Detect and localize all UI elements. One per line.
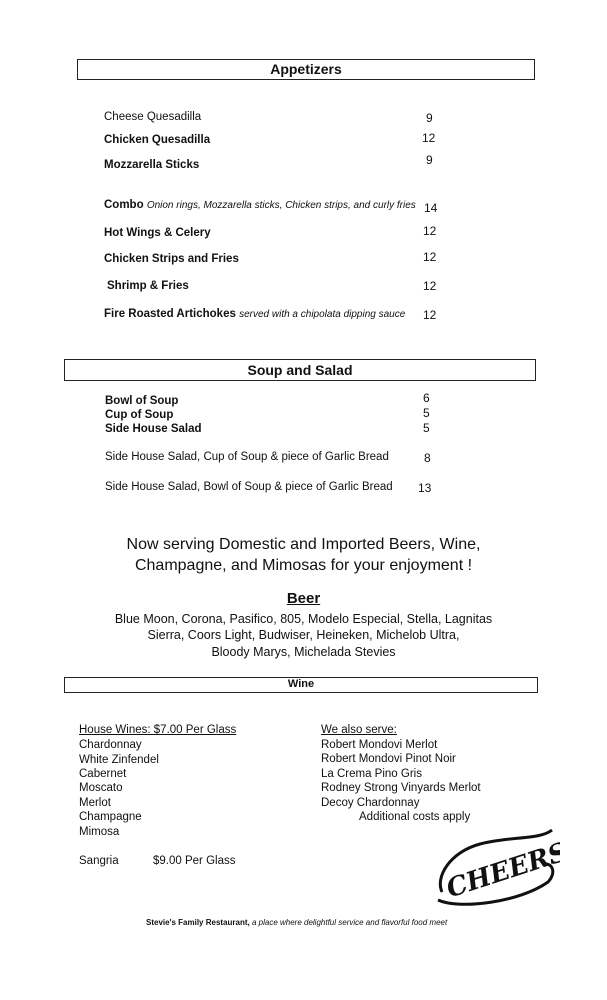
menu-item-name: Shrimp & Fries <box>107 280 189 292</box>
also-serve-item: Decoy Chardonnay <box>321 797 420 809</box>
menu-item-price: 14 <box>424 201 438 215</box>
menu-item-name: Chicken Quesadilla <box>104 134 211 146</box>
menu-item-price: 12 <box>423 308 437 322</box>
sangria-label: Sangria <box>79 855 119 867</box>
menu-item-price: 5 <box>423 406 430 420</box>
also-serve-item: La Crema Pino Gris <box>321 768 422 780</box>
menu-item-price: 6 <box>423 391 430 405</box>
menu-item-name: Bowl of Soup <box>105 395 179 407</box>
footer-tagline-text: a place where delightful service and flavorful food meet <box>251 918 448 927</box>
house-wine-item: Mimosa <box>79 826 120 838</box>
beer-list-line: Sierra, Coors Light, Budwiser, Heineken, Michelob Ultra, <box>147 628 460 642</box>
menu-item-name: Side House Salad <box>105 423 202 435</box>
menu-item-price: 12 <box>423 250 437 264</box>
house-wine-item: Moscato <box>79 782 123 794</box>
also-serve-item: Robert Mondovi Merlot <box>321 739 438 751</box>
menu-item-price: 9 <box>426 153 433 167</box>
house-wine-item: White Zinfendel <box>79 754 159 766</box>
cheers-logo <box>430 822 560 912</box>
footer-tagline <box>146 918 447 927</box>
house-wine-item: Chardonnay <box>79 739 142 751</box>
menu-item-desc: served with a chipolata dipping sauce <box>239 309 406 320</box>
house-wines-header: House Wines: $7.00 Per Glass <box>79 724 237 736</box>
sangria-price: $9.00 Per Glass <box>153 855 236 867</box>
menu-item-name: Mozzarella Sticks <box>104 159 200 171</box>
menu-item-name: Side House Salad, Bowl of Soup & piece of Garlic Bread <box>105 481 393 493</box>
house-wine-item: Merlot <box>79 797 111 809</box>
menu-item-price: 12 <box>423 224 437 238</box>
beer-list-line: Bloody Marys, Michelada Stevies <box>211 645 396 659</box>
menu-item-price: 12 <box>423 279 437 293</box>
menu-item-name: Hot Wings & Celery <box>104 227 211 239</box>
beer-title: Beer <box>286 590 321 607</box>
house-wine-item: Cabernet <box>79 768 127 780</box>
menu-item-name: Chicken Strips and Fries <box>104 253 239 265</box>
menu-item-name: Side House Salad, Cup of Soup & piece of Garlic Bread <box>105 451 389 463</box>
also-serve-item: Robert Mondovi Pinot Noir <box>321 753 456 765</box>
menu-item-price: 12 <box>422 131 436 145</box>
menu-item-desc: Onion rings, Mozzarella sticks, Chicken strips, and curly fries <box>146 200 416 211</box>
also-serve-item: Rodney Strong Vinyards Merlot <box>321 782 481 794</box>
menu-item-price: 9 <box>426 111 433 125</box>
menu-item-name: Combo <box>104 199 144 211</box>
menu-item-price: 5 <box>423 421 430 435</box>
promo-line-2: Champagne, and Mimosas for your enjoyment ! <box>134 557 473 574</box>
promo-line-1: Now serving Domestic and Imported Beers, Wine, <box>126 536 481 553</box>
house-wine-item: Champagne <box>79 811 142 823</box>
soup-salad-title: Soup and Salad <box>247 362 353 378</box>
menu-item-name: Cheese Quesadilla <box>104 111 202 123</box>
menu-item-artichokes <box>104 308 405 320</box>
menu-item-price: 13 <box>418 481 432 495</box>
additional-costs-note: Additional costs apply <box>359 811 471 823</box>
beer-list-line: Blue Moon, Corona, Pasifico, 805, Modelo Especial, Stella, Lagnitas <box>114 612 493 626</box>
wine-title: Wine <box>287 678 315 690</box>
menu-item-name: Cup of Soup <box>105 409 174 421</box>
menu-item-price: 8 <box>424 451 431 465</box>
menu-item-name: Fire Roasted Artichokes <box>104 308 236 320</box>
also-serve-header: We also serve: <box>321 724 397 736</box>
footer-restaurant-name: Stevie's Family Restaurant, <box>146 918 250 927</box>
menu-item-combo <box>104 199 416 211</box>
appetizers-title: Appetizers <box>270 61 342 77</box>
logo-text: CHEERS <box>442 837 560 905</box>
